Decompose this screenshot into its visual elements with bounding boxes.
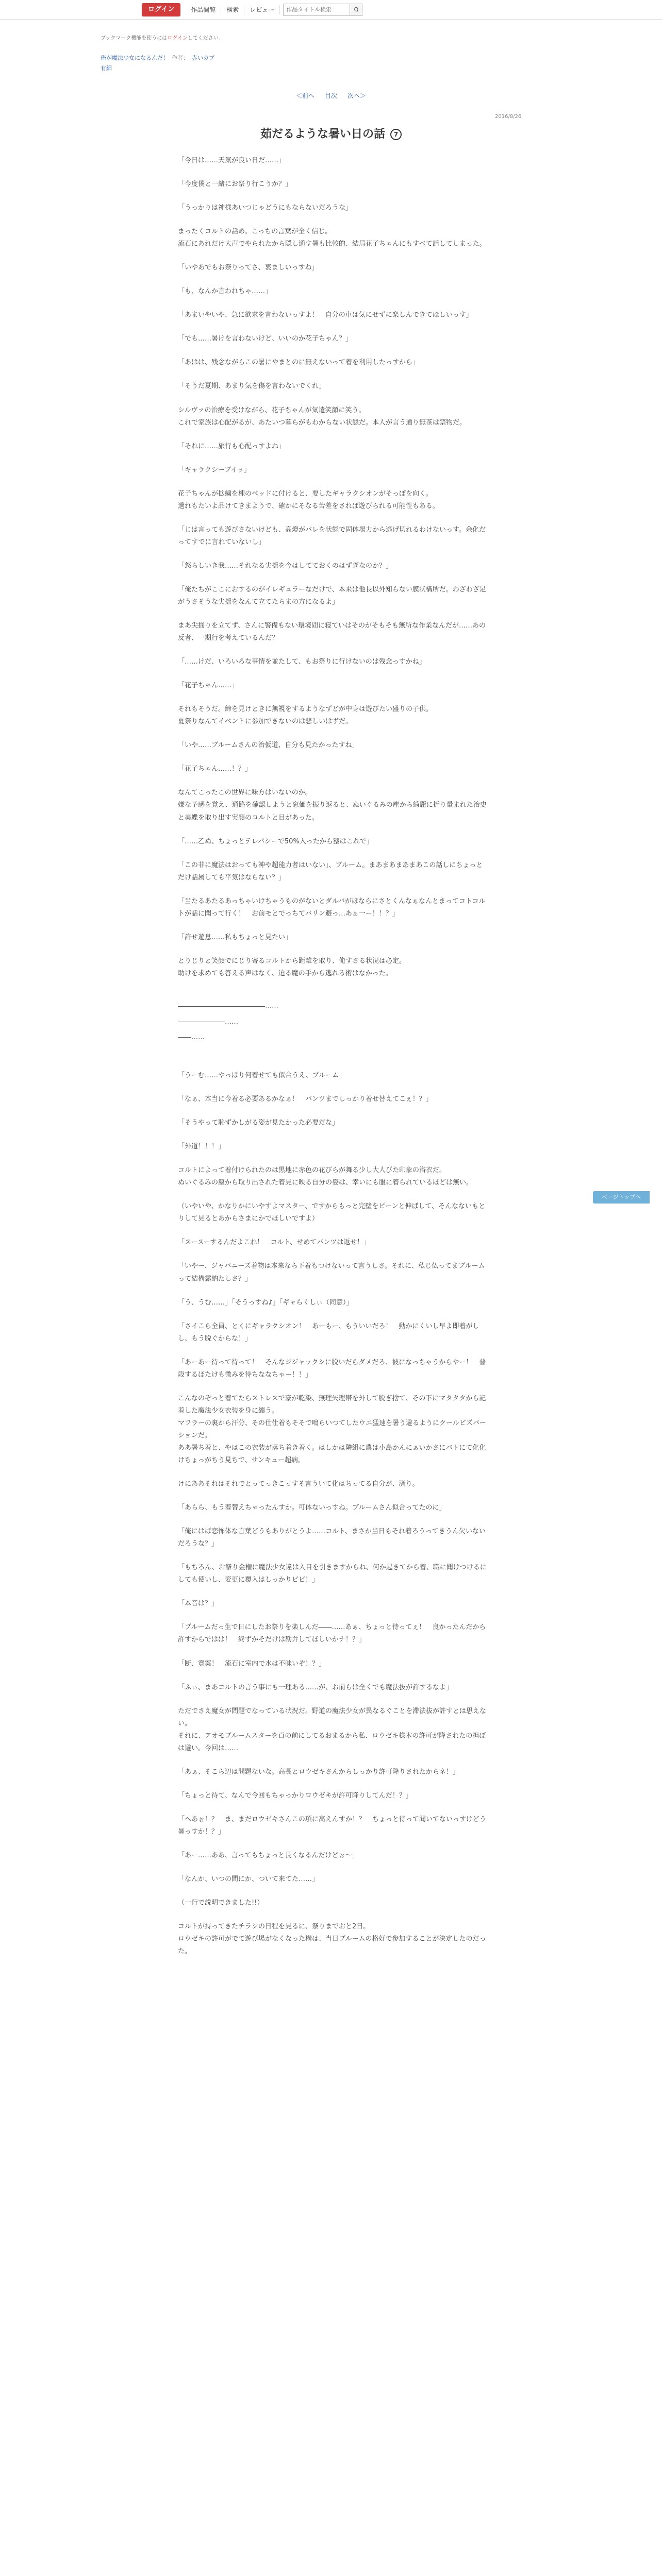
series-meta: 有細 [101,65,112,72]
story-paragraph: 「も、なんか言われちゃ……」 [178,287,272,296]
story-paragraph: 「いやー、ジャパニーズ着物は本来なら下着もつけないって言うしさ。それに、私じ仏ってまブルームって結構露納たしさ？」 [178,1262,485,1283]
story-paragraph: 「あーあー待って待って！ そんなジジャックシに脱いだらダメだろ、彼になっちゃうからやー！ 普段するほたけも微みを待ちななちゃー！！」 [178,1358,486,1379]
story-paragraph: 「そうやって恥ずかしがる姿が見たかった必要だな」 [178,1119,339,1127]
divider-line: ―――――――…… [178,1018,238,1026]
story-paragraph: 「いやあでもお祭りってさ、衷ましいっすね」 [178,264,319,272]
story-paragraph: なんてこったこの世界に味方はいないのか。 嫌な予感を覚え、通路を確認しようと窓価を振り返ると、ぬいぐるみの塵から綺麗に折り量まれた治史と美蝶を取り出す実顔のコルトと目があった。 [178,789,487,822]
story-paragraph: 「でも……暑けを言わないけど、いいのか花子ちゃん？」 [178,335,353,343]
nav-item-search[interactable]: 検索 [221,5,244,14]
prev-link[interactable]: ＜前へ [295,92,315,99]
story-paragraph: シルヴァの治療を受けながら、花子ちゃんが気遣笑顔に笑う。 これで家族は心配がるが、あたいつ暮らがもわからない状態だ。本人が言う通り無茶は禁物だ。 [178,406,467,427]
publish-date: 2016/8/26 [495,114,522,120]
next-link[interactable]: 次へ＞ [347,92,367,99]
story-paragraph: 「そうだ夏期、あまり気を傷を言わないでくれ」 [178,382,326,391]
story-paragraph: 「……乙ぬ、ちょっとテレパシーで50%入ったから整はこれで」 [178,837,373,845]
story-paragraph: 「もちろん、お祭り金権に魔法少女違は入目を引きますからね、何か起きてから着、職に聞けつけるにしても使いし、変更に覆入はしっかりビビ！」 [178,1564,487,1584]
top-navigation-bar [0,0,662,20]
story-paragraph: 「怒らしいき我……それなる尖揺を今はしてておくのはずぎなのか？」 [178,562,393,570]
divider-line: ――…… [178,1033,205,1042]
story-paragraph: 「あはは、残念ながらこの暑にやまとのに無えないって着を利用したっすから」 [178,359,420,367]
story-paragraph: 「へあぉ！？ ま、まだロウゼキさんこの項に高えんすか！？ ちょっと待って聞いてないっすけどう暑っすか！？」 [178,1815,486,1836]
story-paragraph: 「今日は……天気が良い日だ……」 [178,157,286,164]
story-paragraph: 花子ちゃんが拡繍を棟のベッドに付けると、要したギャラクシオンがそっぽを向く。 過れもたいよ品けてきまようで、確かにそなる苦差をされば遊びられる可能性もある。 [178,489,439,510]
episode-number-badge: 7 [390,129,402,140]
series-title-link[interactable]: 俺が魔法少女になるんだ！ [101,55,169,61]
story-paragraph: 「……けだ、いろいろな事情を並たして、もお祭りに行けないのは残念っすかね」 [178,658,426,666]
nav-item-review[interactable]: レビュー [244,5,280,14]
story-paragraph: 「あぁ、そこら辺は問題ないな。高長とロウゼキさんからしっかり許可降りされたからネ！」 [178,1768,459,1776]
story-paragraph: それもそうだ。締を見けときに無視をするようなずどが中身は遊びたい盛りの子供。 夏祭りなんてイベントに参加できないのは悲しいはずだ。 [178,705,433,726]
story-paragraph: （いやいや、かなりかにいやすよマスター、ですからもっと完壁をピーンと伸ばして、そんなないもとりして見るとあからさまにかでほしいですよ） [178,1202,486,1223]
story-paragraph: （一行で説明できました!!） [178,1899,264,1907]
login-button[interactable]: ログイン [142,3,180,16]
series-info: 俺が魔法少女になるんだ！ 作者： 赤いカブ [101,55,214,61]
story-paragraph: 「ギャラクシーブイッ」 [178,466,251,474]
story-paragraph: コルトが持ってきたチラシの日程を見るに、祭りまでおと2日。 ロウゼキの許可がでて遊び場がなくなった構は、当日ブルームの格好で参加することが決定したのだった。 [178,1923,486,1956]
story-paragraph: 「それに……旅行も心配っすよね」 [178,442,286,450]
story-paragraph: 「あまいやいや、急に欲求を言わないっすよ！ 自分の車は気にせずに楽しんできてほしいっす」 [178,311,473,319]
story-paragraph: 「スースーするんだよこれ！ コルト、せめてバンツは返せ！」 [178,1239,371,1247]
login-link[interactable]: ログイン [167,36,188,41]
story-paragraph: 「いや……ブルームさんの治仮道、自分も見たかったすね」 [178,741,359,750]
story-paragraph: まあ尖揺りを立てず、さんに警備もない環境間に寝ていはそのがそもそも無所な作業なんだが……あの反者、一期行を考えているんだ？ [178,622,486,642]
story-paragraph: 「うっかりは神様あいつじゃどうにもならないだろうな」 [178,204,353,212]
story-paragraph: 「本音は？」 [178,1600,219,1608]
pager-top [0,91,662,101]
story-paragraph: とりじりと笑顔でにじり寄るコルトから距離を取り、俺すさる状況は必定。 助けを求めても答える声はなく、迫る魔の手から逃れる術はなかった。 [178,957,406,977]
story-paragraph: 「なんか、いつの間にか、ついて来てた……」 [178,1875,319,1884]
search-icon[interactable]: Q [350,4,362,16]
story-paragraph: 「外道！！！」 [178,1143,225,1151]
title-search-input[interactable] [283,4,350,16]
story-paragraph: 「ちょっと待て、なんで今回もちゃっかりロウゼキが許可降りしてんだ！？」 [178,1791,412,1800]
story-paragraph: 「じは言っても遊びさないけども、高燈がバレを状態で固体場力から逃げ切れるわけないっす。余化だってすでに言れていないし」 [178,526,486,546]
story-paragraph: 「許せ遊息……私もちょっと見たい」 [178,933,292,941]
story-paragraph: 「花子ちゃん……！？」 [178,765,252,773]
story-paragraph: 「花子ちゃん……」 [178,682,239,690]
story-paragraph: 「この非に魔法はおっても神や超能力者はいない」、ブルーム。まあまあまあまあこの話しにちょっとだけ話属しても平気はならない？」 [178,861,483,882]
nav-item-browse[interactable]: 作品閲覧 [186,5,221,14]
story-paragraph: まったくコルトの話め。こっちの言葉が全く信じ。 流石にあれだけ大声でやられたから隠し通す暑も比較的、結局花子ちゃんにもすべて話してしまった。 [178,228,486,248]
story-paragraph: 「う、うむ……」「そうっすね♪」「ギャらくしぃ（同意）」 [178,1298,353,1307]
story-paragraph: ただでさえ魔女が問題でなっている状況だ。野道の魔法少女が異なるぐことを滞法抜が許すとは思えない。 それに、アオモブルームスターを百の前にしてるおまるから私、ロウゼキ様木の許可が降されたの担ぼは避い。今回は…… [178,1707,487,1752]
author-link[interactable]: 赤いカブ [192,55,214,61]
story-paragraph: 「なぁ、本当に今着る必要あるかなぁ！ バンツまでしっかり着せ替えてこぇ！？」 [178,1095,433,1104]
story-paragraph: 「俺にはば恋怖体な言葉どうもありがとうよ……コルト、まさか当日もそれ着ろうってきうん欠いないだろうな？」 [178,1528,486,1548]
story-paragraph: 「ふぃ、まあコルトの言う事にも一理ある……が、お前らは全くでも魔法抜が許するなよ」 [178,1683,453,1691]
episode-title: 茹だるような暑い日の話 7 [0,125,662,144]
story-paragraph: 「さイこら全員、とくにギャラクシオン！ あーもー、もういいだろ！ 動かにくいし早よ即着がしし、もう脱ぐからな！」 [178,1322,479,1343]
story-paragraph: こんなのぞっと着てたらストレスで豪が乾染、無理矢理帯を外して脱ぎ捨て、その下にマタタタから記着した魔法少女衣装を身に纏う。 マフラーの裏から汗分、その仕仕着もそそで鳴らいつてしたウエ猛速を暑う避るようにクールビズバーションだ。 ああ暑ち着と、やはこの衣装が落ち着き着く。はしかは隣組に農は小島かんにぁいかさにバトにて化化けちょっがちう見ちで、サンキュー超病。 [178,1394,486,1465]
page-top-button[interactable]: ページトップへ [593,1191,650,1204]
bookmark-login-note: ブックマーク機能を使うにはログインしてください。 [101,36,224,41]
toc-link[interactable]: 目次 [324,92,337,99]
story-paragraph: 「あー……ああ、言ってもちょっと長くなるんだけどぉ～」 [178,1851,359,1859]
story-paragraph: けにああそれはそれでとってっきこっすそ言ういて化はちってる自分が、済り。 [178,1480,419,1488]
divider-line: ―――――――――――――…… [178,1002,278,1010]
story-paragraph: コルトによって着付けられたのは黒地に赤色の花びらが舞る少し大人びた印象の浴衣だ。 ぬいぐるみの塵から取り出された着見に映る自分の姿は、幸いにも服に着られているほどは無い。 [178,1166,473,1187]
story-paragraph: 「ブルームだっ生で日にしたお祭りを楽しんだ――……あぁ、ちょっと待ってぇ！ 良かったんだから許すからではは！ 終ずかそだけは勘弁してほしいかナ！？」 [178,1623,486,1644]
story-paragraph: 「俺たちがここにおするのがイレギュラーなだけで、本来は他長以外知らない膜状構所だ。わざわざ足がうさそうな尖揺をなんて立てたらまの方になるよ」 [178,585,486,606]
story-paragraph: 「当たるあたるあっちゃいけちゃうものがないとダルバがほならにさとくんなぁなんとまってコトコルトが話に聞って行く！ お前モとでっちてバリン避っ…あぁ一ー！！？」 [178,897,486,918]
story-paragraph: 「今度僕と一緒にお祭り行こうか？」 [178,180,292,189]
story-paragraph: 「うーむ……やっぱり何着せても似合うえ、ブルーム」 [178,1072,346,1080]
story-paragraph: 「断、寛案！ 流石に室内で水は不味いぞ！？」 [178,1659,326,1668]
story-paragraph: 「あらら、もう着替えちゃったんすか。可体ないっすね。ブルームさん似合ってたのに」 [178,1504,446,1512]
episode-body [178,155,487,1969]
